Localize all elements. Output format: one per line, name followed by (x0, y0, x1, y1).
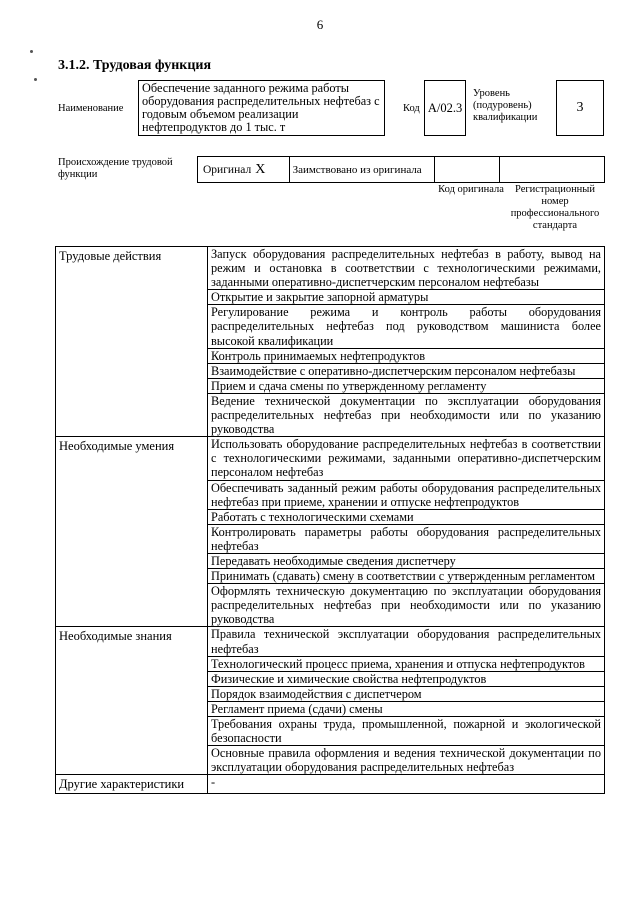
reg-number-caption: Регистрационный номер профессионального стандарта (510, 184, 600, 231)
other-characteristics-list (208, 775, 605, 794)
borrowed-label: Заимствовано из оригинала (290, 157, 435, 182)
origin-label: Происхождение трудовой функции (58, 157, 173, 180)
table-row (56, 247, 605, 437)
list-item: Принимать (сдавать) смену в соответствии с утвержденным регламентом (208, 569, 604, 584)
list-item: Использовать оборудование распределительных нефтебаз в соответствии с технологическими режимами, заданными оперативно-диспетчерским персоналом нефтебаз (208, 437, 604, 480)
qualification-level-label: Уровень (подуровень) квалификации (473, 88, 538, 123)
required-knowledge-list (208, 627, 605, 775)
scan-dot (34, 78, 37, 81)
code-label: Код (403, 103, 420, 114)
required-knowledge-label: Необходимые знания (56, 627, 208, 775)
original-cell (198, 157, 290, 182)
function-name: Обеспечение заданного режима работы оборудования распределительных нефтебаз с годовым объемом реализации нефтепродуктов до 1 тыс. т (138, 80, 385, 136)
list-item: Оформлять техническую документацию по эксплуатации оборудования распределительных нефтебаз при необходимости или по указанию руководства (211, 584, 601, 627)
other-characteristics-label: Другие характеристики (56, 775, 208, 794)
list-item: Ведение технической документации по эксплуатации оборудования распределительных нефтебаз при необходимости или по указанию руководства (211, 393, 601, 437)
list-item: Порядок взаимодействия с диспетчером (208, 687, 604, 702)
list-item: Технологический процесс приема, хранения и отпуска нефтепродуктов (208, 657, 604, 672)
list-item: Взаимодействие с оперативно-диспетчерским персоналом нефтебазы (208, 364, 604, 379)
origin-row (197, 156, 605, 183)
list-item: Регламент приема (сдачи) смены (208, 702, 604, 717)
list-item: Контроль принимаемых нефтепродуктов (208, 349, 604, 364)
list-item: Прием и сдача смены по утвержденному регламенту (208, 379, 604, 394)
list-item: Физические и химические свойства нефтепродуктов (208, 672, 604, 687)
function-code: A/02.3 (424, 80, 466, 136)
table-row (56, 627, 605, 775)
list-item: Передавать необходимые сведения диспетчеру (208, 554, 604, 569)
name-label: Наименование (58, 103, 124, 114)
list-item: Регулирование режима и контроль работы оборудования распределительных нефтебаз под руководством машиниста более высокой квалификации (208, 305, 604, 348)
original-code-cell (435, 157, 500, 182)
list-item: Запуск оборудования распределительных нефтебаз в работу, вывод на режим и остановка в соответствии с технологическими режимами, заданными оперативно-диспетчерским персоналом нефтебазы (208, 247, 604, 290)
labor-actions-list (208, 247, 605, 437)
original-label: Оригинал (203, 164, 252, 176)
code-original-caption: Код оригинала (438, 184, 504, 195)
reg-number-cell (500, 157, 604, 182)
list-item: Открытие и закрытие запорной арматуры (208, 290, 604, 305)
list-item: Основные правила оформления и ведения технической документации по эксплуатации оборудования распределительных нефтебаз (211, 746, 601, 775)
function-table (55, 246, 605, 794)
list-item: - (211, 775, 216, 790)
page-number: 6 (316, 17, 324, 32)
labor-actions-label: Трудовые действия (56, 247, 208, 437)
list-item: Обеспечивать заданный режим работы оборудования распределительных нефтебаз при приеме, хранении и отпуске нефтепродуктов (208, 481, 604, 510)
original-mark: X (255, 162, 266, 177)
table-row (56, 775, 605, 794)
scan-dot (30, 50, 33, 53)
section-title: 3.1.2. Трудовая функция (58, 58, 212, 73)
list-item: Требования охраны труда, промышленной, пожарной и экологической безопасности (208, 717, 604, 746)
required-skills-label: Необходимые умения (56, 437, 208, 627)
list-item: Контролировать параметры работы оборудования распределительных нефтебаз (208, 525, 604, 554)
qualification-level-value: 3 (556, 80, 604, 136)
table-row (56, 437, 605, 627)
list-item: Работать с технологическими схемами (208, 510, 604, 525)
list-item: Правила технической эксплуатации оборудования распределительных нефтебаз (208, 627, 604, 656)
required-skills-list (208, 437, 605, 627)
